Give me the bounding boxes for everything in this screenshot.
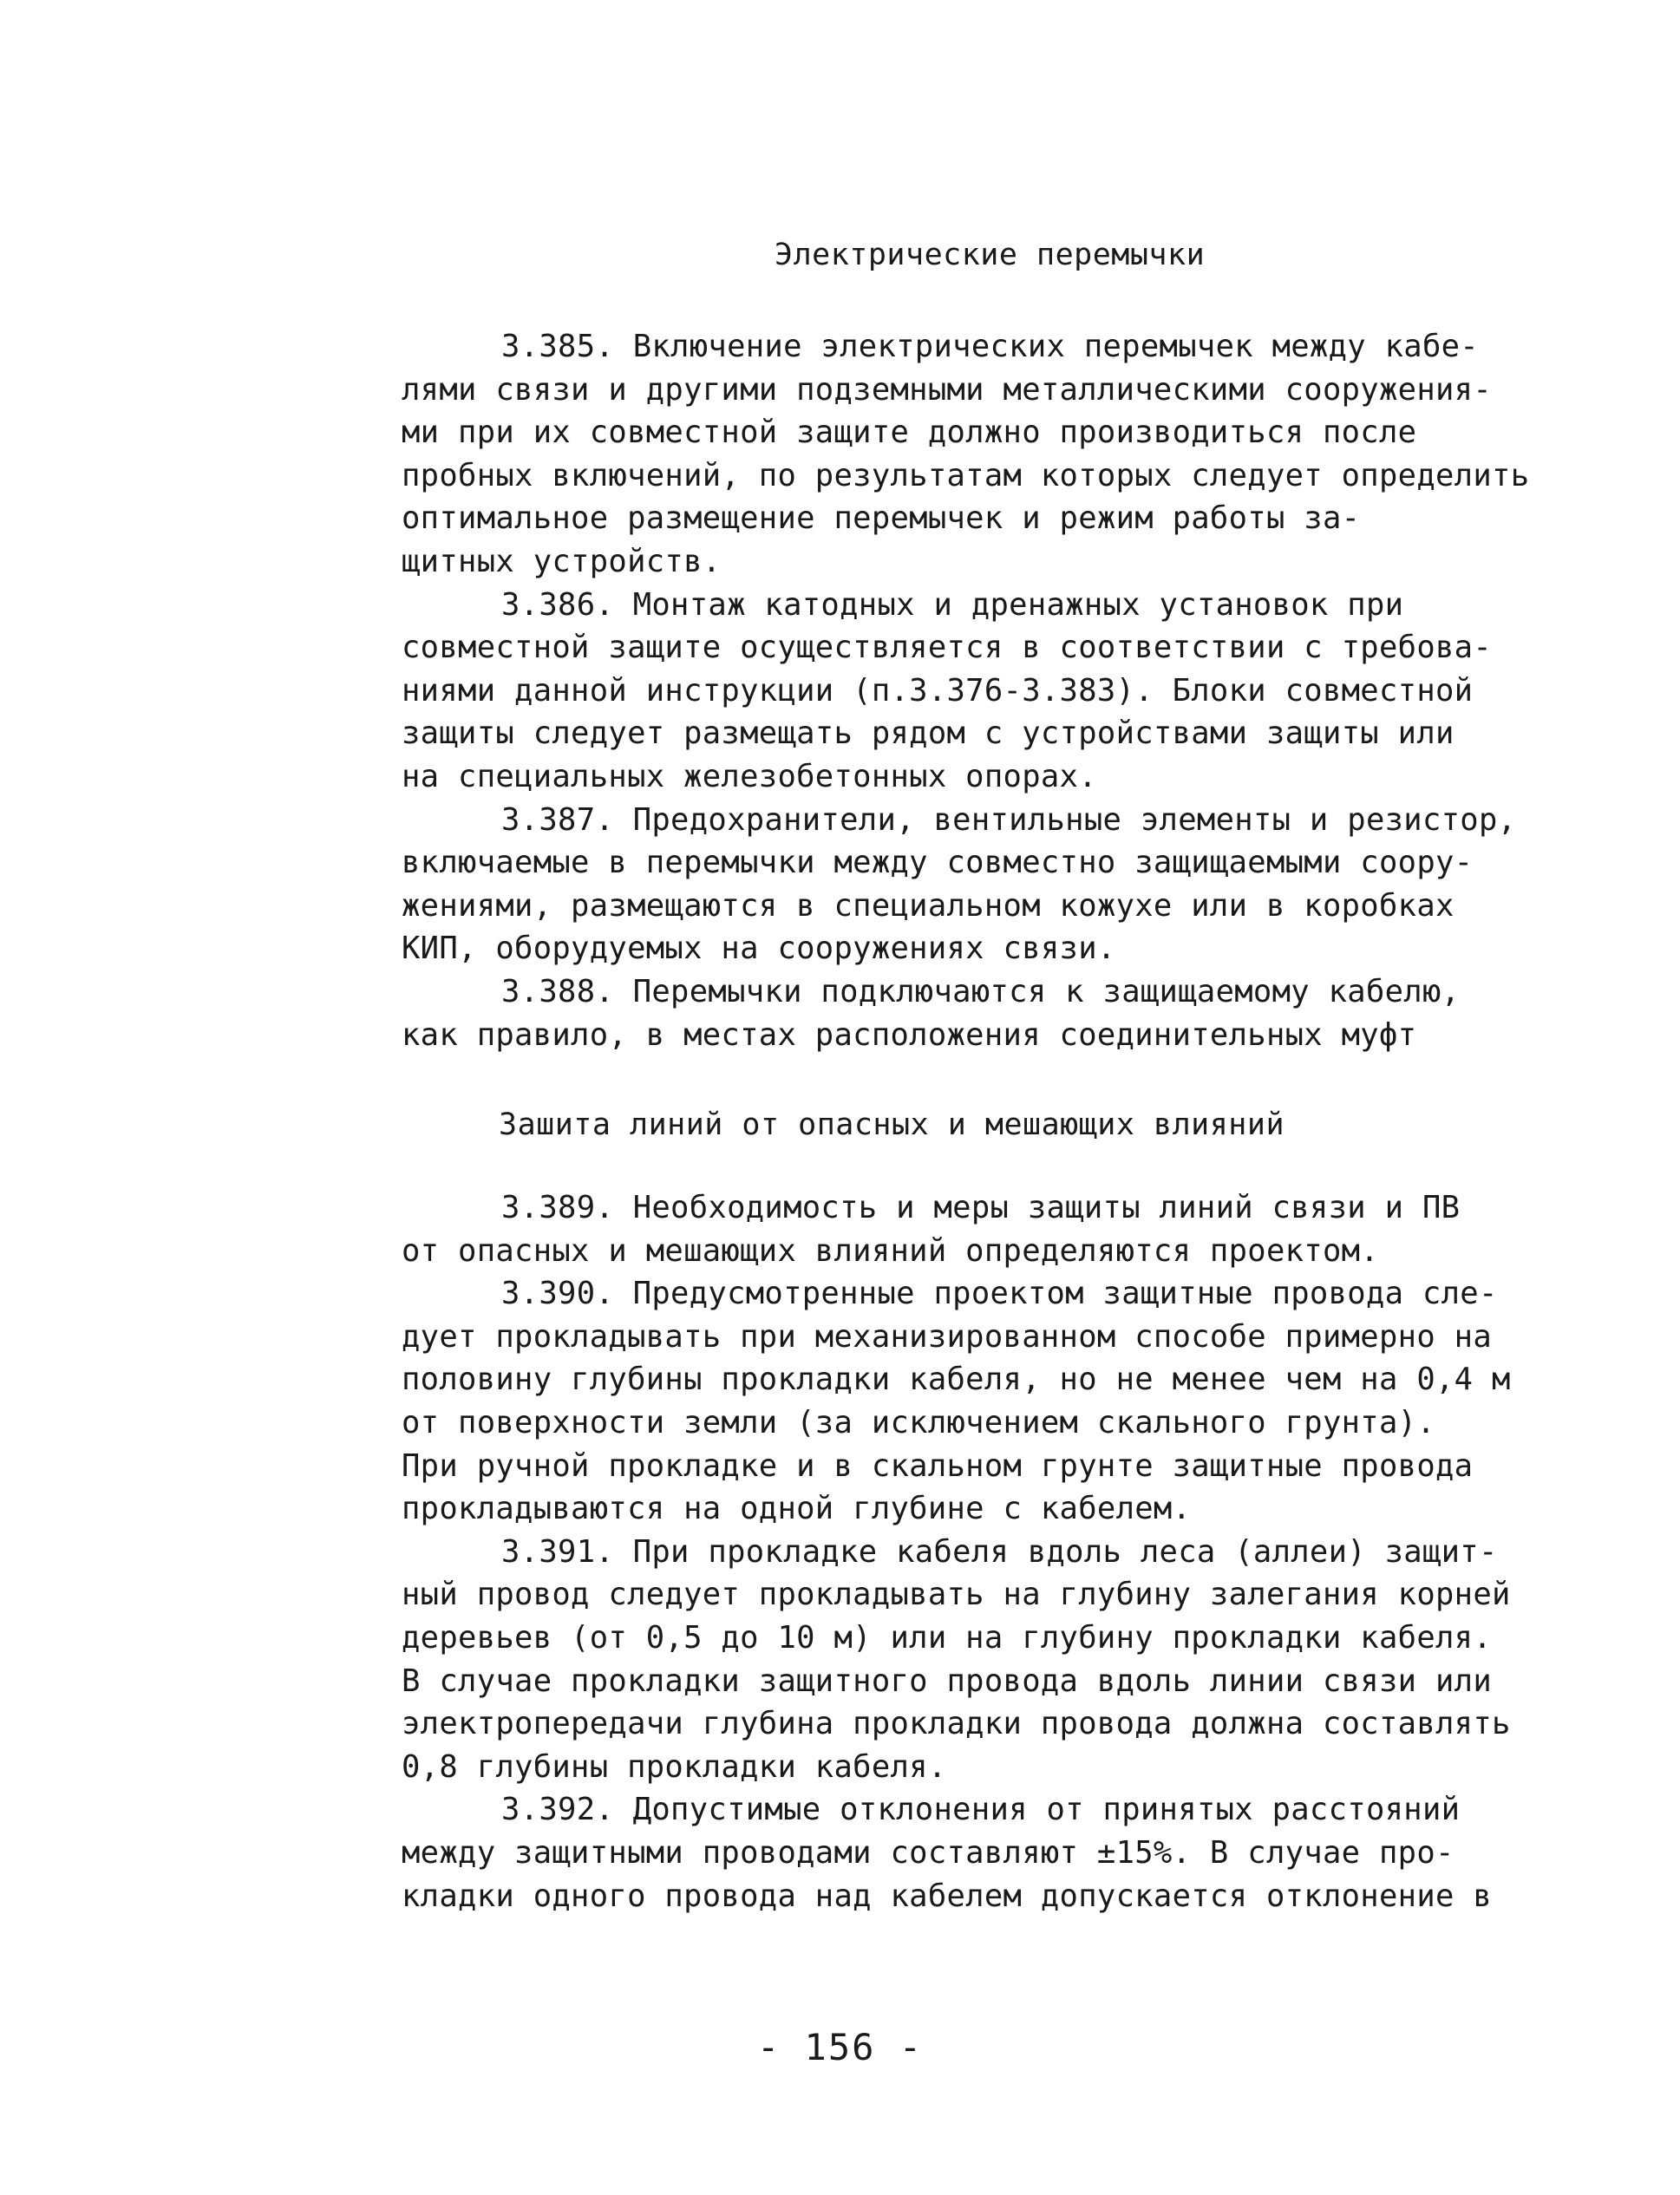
paragraph-line: жениями, размещаются в специальном кожухе или в коробках (402, 887, 1454, 924)
paragraph-line: 3.391. При прокладке кабеля вдоль леса (аллеи) защит- (501, 1533, 1498, 1570)
page-number: - 156 - (756, 2026, 923, 2068)
paragraph-line: пробных включений, по результатам которых следует определить (402, 457, 1530, 493)
paragraph-line: от поверхности земли (за исключением скального грунта). (402, 1404, 1436, 1440)
section-heading-jumpers: Электрические перемычки (775, 238, 1206, 272)
paragraph-line: ми при их совместной защите должно производиться после (402, 415, 1417, 451)
paragraph-line: 3.387. Предохранители, вентильные элементы и резистор, (501, 801, 1517, 838)
paragraph-line: лями связи и другими подземными металлическими сооружения- (402, 371, 1493, 408)
paragraph-line: В случае прокладки защитного провода вдоль линии связи или (402, 1663, 1493, 1699)
paragraph-line: половину глубины прокладки кабеля, но не менее чем на 0,4 м (402, 1362, 1511, 1398)
section-jumpers-body (402, 325, 1607, 1056)
paragraph-line: дует прокладывать при механизированном способе примерно на (402, 1318, 1493, 1355)
paragraph-line: 3.388. Перемычки подключаются к защищаемому кабелю, (501, 973, 1461, 1009)
paragraph-line: 3.385. Включение электрических перемычек между кабе- (501, 329, 1479, 364)
paragraph-line: КИП, оборудуемых на сооружениях связи. (402, 931, 1116, 967)
paragraph-line: ниями данной инструкции (п.3.376-3.383). Блоки совместной (402, 672, 1474, 709)
paragraph-line: ный провод следует прокладывать на глубину залегания корней (402, 1577, 1511, 1613)
paragraph-line: 0,8 глубины прокладки кабеля. (402, 1748, 947, 1785)
paragraph-line: прокладываются на одной глубине с кабелем. (402, 1491, 1192, 1527)
paragraph-line: кладки одного провода над кабелем допускается отклонение в (402, 1878, 1493, 1914)
paragraph-line: включаемые в перемычки между совместно защищаемыми соору- (402, 845, 1474, 881)
paragraph-line: 3.389. Необходимость и меры защиты линий связи и ПВ (501, 1190, 1461, 1225)
paragraph-line: электропередачи глубина прокладки провода должна составлять (402, 1706, 1511, 1742)
paragraph-line: щитных устройств. (402, 543, 722, 579)
paragraph-line: 3.390. Предусмотренные проектом защитные провода сле- (501, 1276, 1498, 1312)
section-heading-protection: Зашита линий от опасных и мешающих влияний (499, 1107, 1285, 1142)
paragraph-line: на специальных железобетонных опорах. (402, 758, 1097, 794)
paragraph-line: При ручной прокладке и в скальном грунте защитные провода (402, 1447, 1474, 1484)
paragraph-line: совместной защите осуществляется в соответствии с требова- (402, 630, 1493, 666)
paragraph-line: защиты следует размещать рядом с устройствами защиты или (402, 715, 1454, 752)
paragraph-line: 3.392. Допустимые отклонения от принятых расстояний (501, 1792, 1461, 1828)
paragraph-line: от опасных и мешающих влияний определяются проектом. (402, 1232, 1379, 1269)
paragraph-line: между защитными проводами составляют ±15%. В случае про- (402, 1834, 1454, 1871)
paragraph-line: 3.386. Монтаж катодных и дренажных установок при (501, 586, 1404, 623)
paragraph-line: как правило, в местах расположения соединительных муфт (402, 1016, 1417, 1053)
paragraph-line: деревьев (от 0,5 до 10 м) или на глубину прокладки кабеля. (402, 1619, 1493, 1656)
section-protection-body (402, 1186, 1607, 1917)
paragraph-line: оптимальное размещение перемычек и режим работы за- (402, 500, 1361, 537)
